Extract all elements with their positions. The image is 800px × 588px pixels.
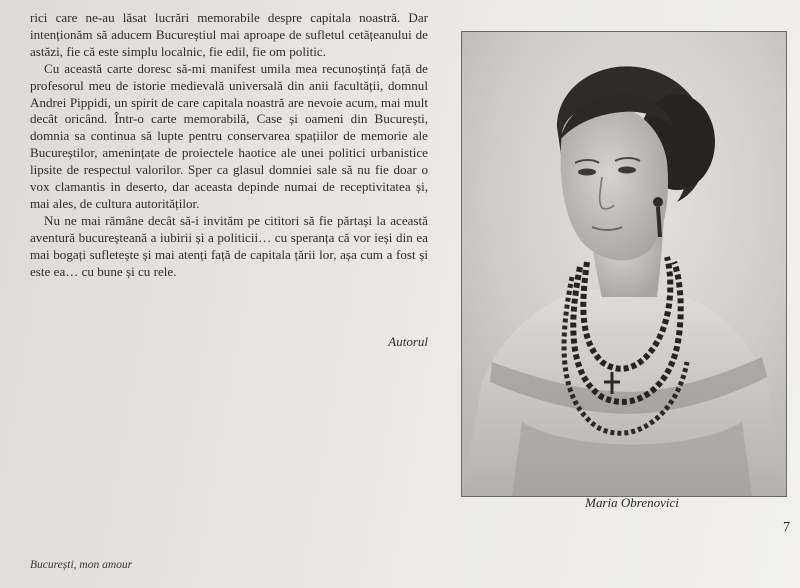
author-signature: Autorul [388, 334, 428, 349]
photo-caption: Maria Obrenovici [585, 495, 679, 510]
portrait-illustration [462, 32, 786, 496]
body-text [30, 10, 428, 281]
paragraph-1: rici care ne-au lăsat lucrări memorabile despre capitala noastră. Dar intenționăm să aducem Bucureștiul mai aproape de sufletul cetățeanului de astăzi, fie că este simplu localnic, fie edil, fie om politic. [30, 10, 428, 59]
page-number: 7 [783, 520, 790, 535]
paragraph-2: Cu această carte doresc să-mi manifest umila mea recunoștință față de profesorul meu de istorie medievală universală din anii facultății, domnul Andrei Pippidi, un spirit de care capitala noastră are nevoie acum, mai mult decât oricând. Într-o carte memorabilă, Case și oameni din București, domnia sa continua să lupte pentru conservarea spațiilor de memorie ale Bucureștilor, amenințate de proiectele haotice ale unei politici urbanistice lipsite de respectul valorilor. Sper ca glasul domniei sale să nu fie doar o vox clamantis in deserto, dar aceasta depinde numai de receptivitatea și, mai ales, de cultura autorităților. [30, 60, 428, 211]
running-footer-title: București, mon amour [30, 559, 133, 571]
portrait-photo [461, 31, 787, 497]
paragraph-3: Nu ne mai rămâne decât să-i invităm pe cititori să fie părtași la această aventură bucureșteană a iubirii și a politicii… cu speranța că vor ieși din ea mai bogați sufletește și mai atenți față de capitala țării lor, așa cum a fost și este ea… cu bune și cu rele. [30, 212, 428, 279]
